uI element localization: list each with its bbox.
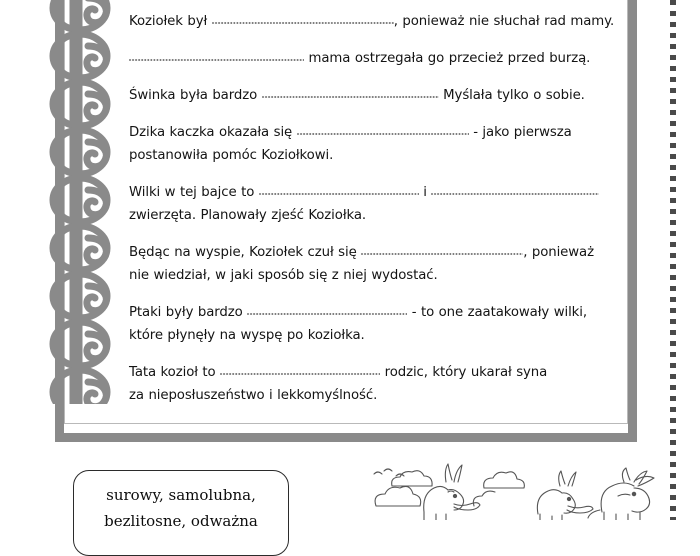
word-bank-text [74,471,288,534]
sentence-s6 [129,241,629,287]
sentence-text: Wilki w tej bajce to [129,185,259,200]
sentence-text: zwierzęta. Planowały zjeść Koziołka. [129,208,367,223]
sentence-line [129,10,629,33]
answer-blank[interactable] [220,362,380,376]
sentence-line [129,121,629,144]
word-bank-box [73,470,289,556]
sentence-text: mama ostrzegała go przecież przed burzą. [304,51,591,66]
fill-in-the-blank-sentences [129,10,629,421]
sentence-text: - to one zaatakowały wilki, [407,305,587,320]
answer-blank[interactable] [212,11,394,25]
sentence-text: Ptaki były bardzo [129,305,248,320]
answer-blank[interactable] [297,122,469,136]
goats-illustration [362,462,658,520]
sentence-s8 [129,361,629,407]
sentence-text: Koziołek był [129,14,212,29]
sentence-line [129,361,629,384]
sentence-text: Dzika kaczka okazała się [129,125,297,140]
decorative-dashed-border [670,0,676,520]
sentence-text: i [418,185,432,200]
sentence-line [129,47,629,70]
sentence-s3 [129,84,629,107]
sentence-text: postanowiła pomóc Koziołkowi. [129,148,334,163]
sentence-line [129,144,629,167]
sentence-s1 [129,10,629,33]
sentence-line [129,384,629,407]
sentence-line [129,324,629,347]
answer-blank[interactable] [259,182,419,196]
sentence-text: Będąc na wyspie, Koziołek czuł się [129,245,362,260]
answer-blank[interactable] [361,242,523,256]
sentence-text: , ponieważ nie słuchał rad mamy. [393,14,615,29]
sentence-text: rodzic, który ukarał syna [380,365,548,380]
sentence-text: Myślała tylko o sobie. [438,88,585,103]
sentence-text: Tata kozioł to [129,365,221,380]
sentence-text: nie wiedział, w jaki sposób się z niej wydostać. [129,268,438,283]
sentence-s7 [129,301,629,347]
spiral-binding [48,0,124,404]
sentence-text: za nieposłuszeństwo i lekkomyślność. [129,388,378,403]
word-bank-line: surowy, samolubna, [106,486,256,504]
sentence-line [129,264,629,287]
sentence-text: które płynęły na wyspę po koziołka. [129,328,365,343]
sentence-line [129,301,629,324]
sentence-line [129,241,629,264]
sentence-text: , ponieważ [523,245,594,260]
word-bank-line: bezlitosne, odważna [104,512,258,530]
sentence-text: Świnka była bardzo [129,88,262,103]
sentence-s2 [129,47,629,70]
sentence-s4 [129,121,629,167]
sentence-line [129,181,629,204]
sentence-line [129,84,629,107]
sentence-s5 [129,181,629,227]
answer-blank[interactable] [431,182,599,196]
answer-blank[interactable] [247,302,407,316]
sentence-text: - jako pierwsza [468,125,572,140]
answer-blank[interactable] [129,48,304,62]
sentence-line [129,204,629,227]
answer-blank[interactable] [262,85,439,99]
